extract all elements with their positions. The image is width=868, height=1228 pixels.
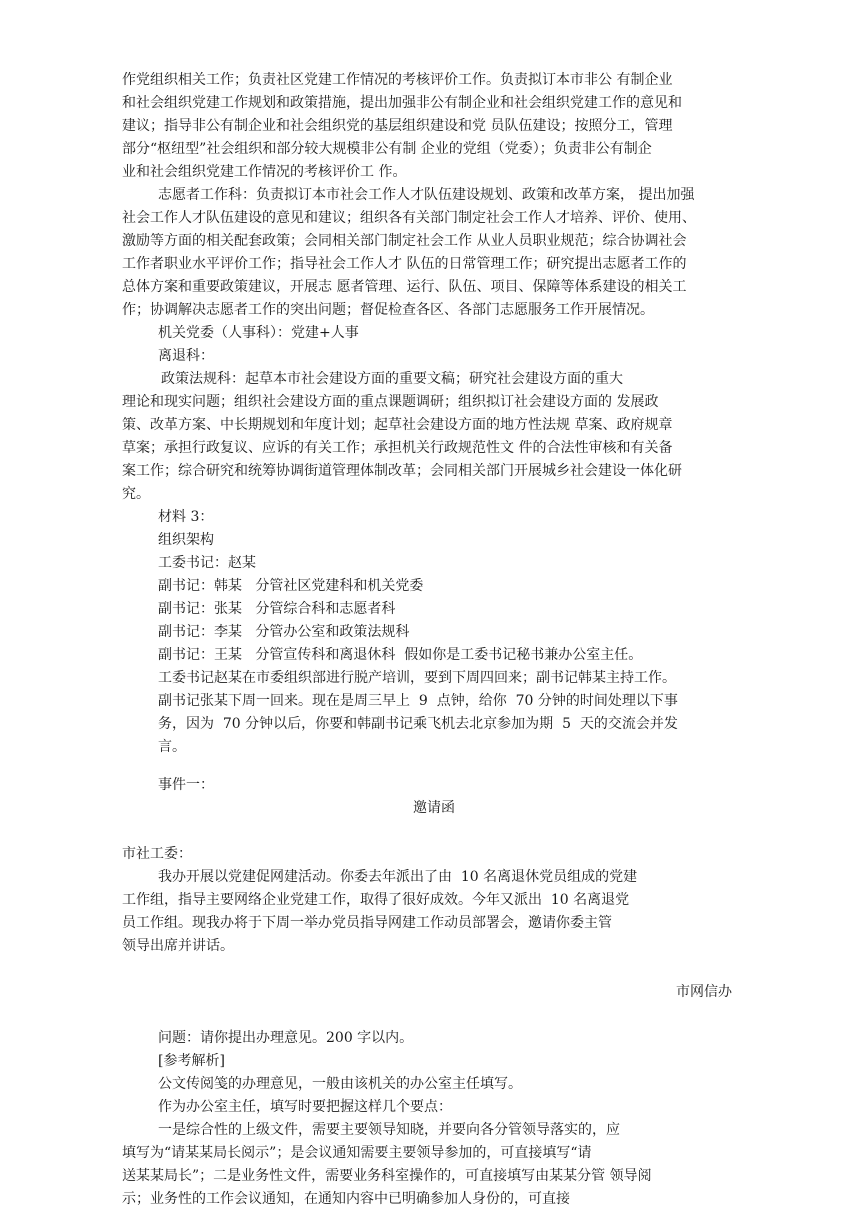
text-line: 究。 [122,486,150,502]
text-line: [参考解析] [158,1053,225,1069]
text-line: 组织架构 [158,532,214,548]
text-line: 副书记：张某 分管综合科和志愿者科 [158,601,396,617]
text-line: 务，因为 70 分钟以后，你要和韩副书记乘飞机去北京参加为期 5 天的交流会并发 [158,716,678,732]
text-line: 激励等方面的相关配套政策；会同相关部门制定社会工作 从业人员职业规范；综合协调社会 [122,233,687,249]
text-line: 部分“枢纽型”社会组织和部分较大规模非公有制 企业的党组（党委）；负责非公有制企 [122,141,652,157]
text-line: 离退科： [158,348,214,364]
letter-signature: 市网信办 [676,984,732,1000]
text-line: 言。 [158,739,186,755]
text-line: 填写为“请某某局长阅示”；是会议通知需要主要领导参加的，可直接填写“请 [122,1145,592,1161]
text-line: 材料 3： [158,509,214,525]
text-line: 政策法规科：起草本市社会建设方面的重要文稿；研究社会建设方面的重大 [161,371,623,387]
text-line: 业和社会组织党建工作情况的考核评价工 作。 [122,164,407,180]
text-line: 策、改革方案、中长期规划和年度计划；起草社会建设方面的地方性法规 草案、政府规章 [122,417,673,433]
text-line: 问题：请你提出办理意见。200 字以内。 [158,1030,414,1046]
text-line: 作党组织相关工作；负责社区党建工作情况的考核评价工作。负责拟订本市非公 有制企业 [122,72,673,88]
text-line: 作；协调解决志愿者工作的突出问题；督促检查各区、各部门志愿服务工作开展情况。 [122,302,654,318]
text-line: 市社工委： [122,846,192,862]
letter-title: 邀请函 [413,800,455,816]
text-line: 工委书记赵某在市委组织部进行脱产培训，要到下周四回来；副书记韩某主持工作。 [158,670,676,686]
text-line: 领导出席并讲话。 [122,938,234,954]
text-line: 和社会组织党建工作规划和政策措施，提出加强非公有制企业和社会组织党建工作的意见和 [122,95,682,111]
text-line: 社会工作人才队伍建设的意见和建议；组织各有关部门制定社会工作人才培养、评价、使用、 [122,210,696,226]
text-line: 草案；承担行政复议、应诉的有关工作；承担机关行政规范性文 件的合法性审核和有关备 [122,440,673,456]
text-line: 员工作组。现我办将于下周一举办党员指导网建工作动员部署会，邀请你委主管 [122,915,612,931]
text-line: 事件一： [158,777,214,793]
text-line: 公文传阅笺的办理意见，一般由该机关的办公室主任填写。 [158,1076,522,1092]
text-line: 机关党委（人事科）：党建+人事 [158,325,359,341]
text-line: 我办开展以党建促网建活动。你委去年派出了由 10 名离退休党员组成的党建 [158,869,638,885]
text-line: 副书记：李某 分管办公室和政策法规科 [158,624,410,640]
text-line: 副书记：韩某 分管社区党建科和机关党委 [158,578,424,594]
text-line: 作为办公室主任，填写时要把握这样几个要点： [158,1099,452,1115]
text-line: 志愿者工作科：负责拟订本市社会工作人才队伍建设规划、政策和改革方案， 提出加强 [158,187,695,203]
text-line: 工委书记：赵某 [158,555,256,571]
text-line: 理论和现实问题；组织社会建设方面的重点课题调研；组织拟订社会建设方面的 发展政 [122,394,659,410]
text-line: 一是综合性的上级文件，需要主要领导知晓，并要向各分管领导落实的，应 [158,1122,620,1138]
text-line: 副书记：王某 分管宣传科和离退休科 假如你是工委书记秘书兼办公室主任。 [158,647,643,663]
text-line: 总体方案和重要政策建议，开展志 愿者管理、运行、队伍、项目、保障等体系建设的相关工 [122,279,687,295]
text-line: 示；业务性的工作会议通知，在通知内容中已明确参加人身份的，可直接 [122,1191,570,1207]
text-line: 副书记张某下周一回来。现在是周三早上 9 点钟，给你 70 分钟的时间处理以下事 [158,693,678,709]
text-line: 案工作；综合研究和统筹协调街道管理体制改革；会同相关部门开展城乡社会建设一体化研 [122,463,682,479]
text-line: 工作者职业水平评价工作；指导社会工作人才 队伍的日常管理工作；研究提出志愿者工作的 [122,256,687,272]
text-line: 工作组，指导主要网络企业党建工作，取得了很好成效。今年又派出 10 名离退党 [122,892,630,908]
text-line: 送某某局长”；二是业务性文件，需要业务科室操作的，可直接填写由某某分管 领导阅 [122,1168,652,1184]
text-line: 建议；指导非公有制企业和社会组织党的基层组织建设和党 员队伍建设；按照分工，管理 [122,118,673,134]
